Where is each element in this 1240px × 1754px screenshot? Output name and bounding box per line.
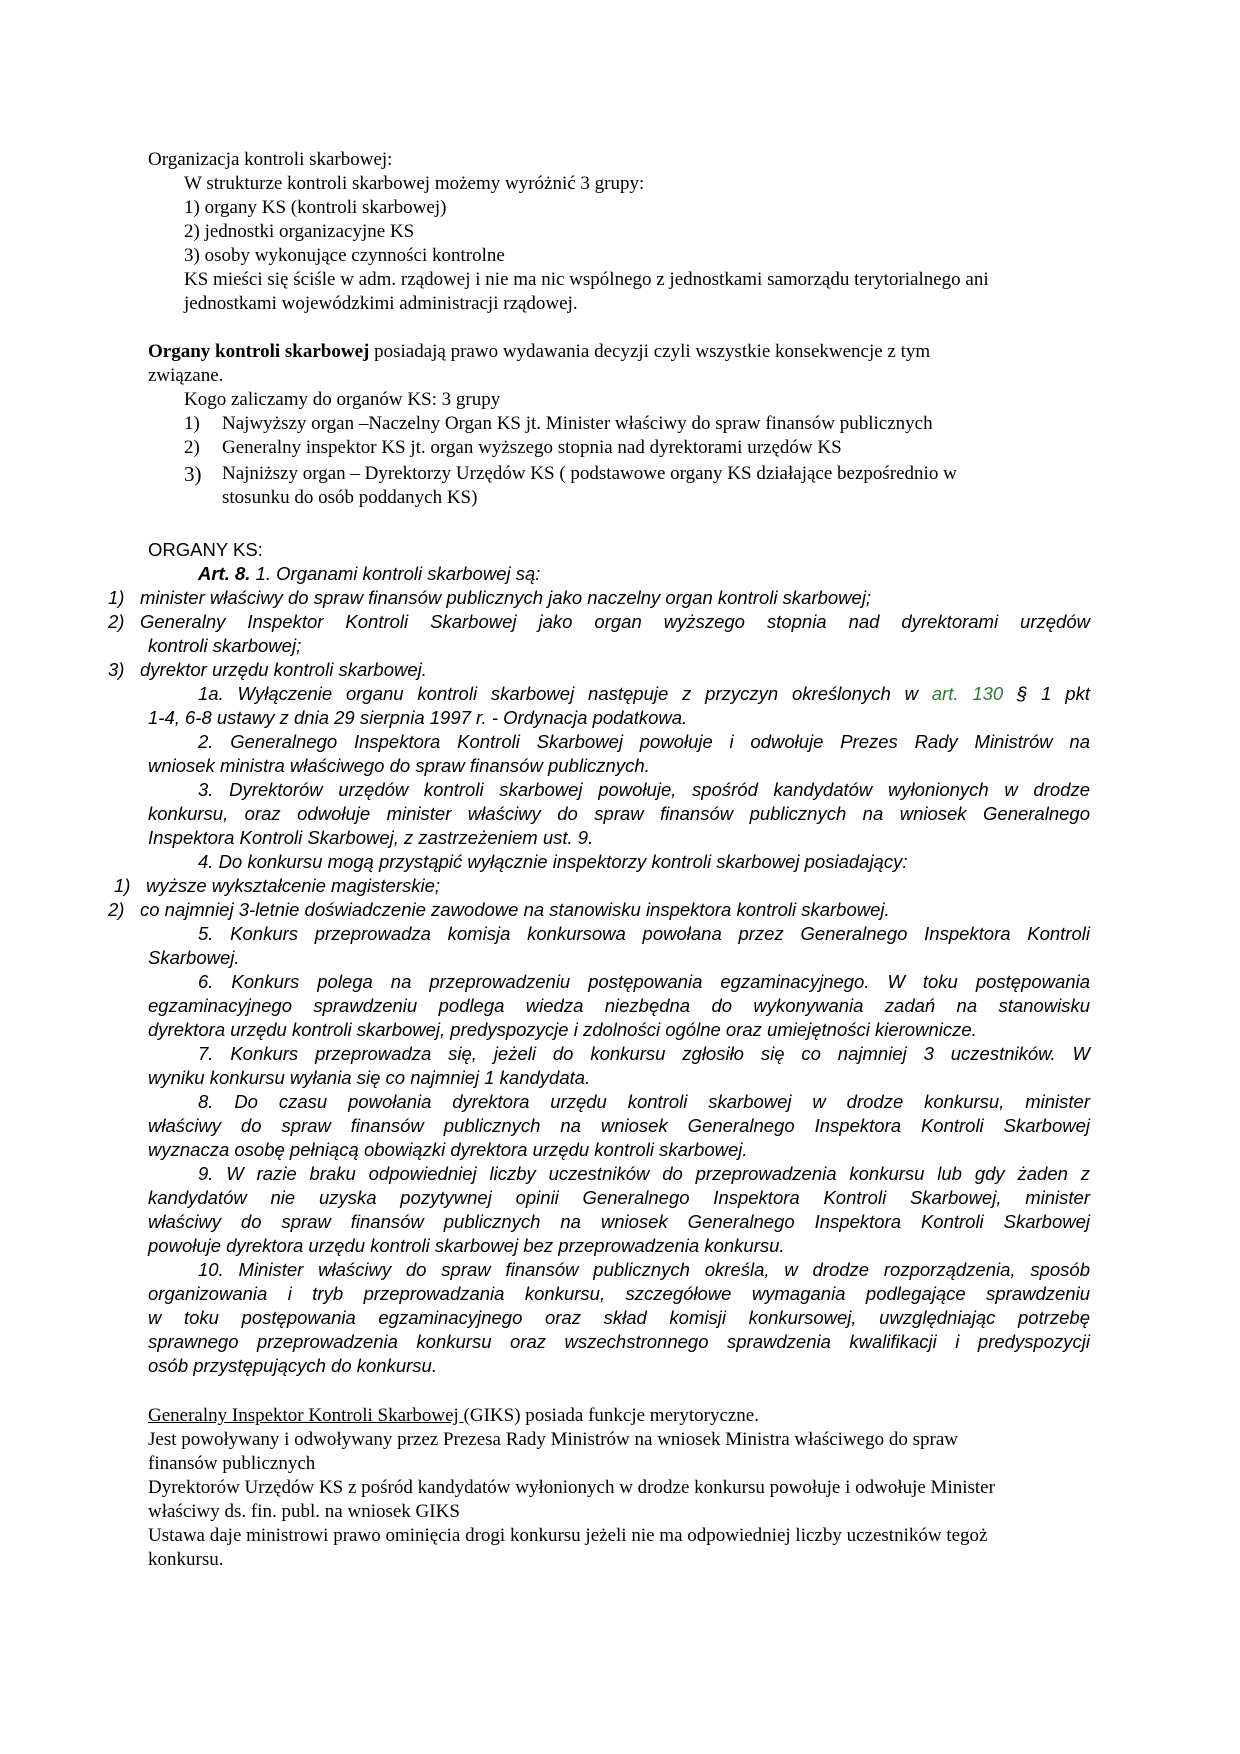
art-list1-item-1: minister właściwy do spraw finansów publicznych jako naczelny organ kontroli skarbowej;	[140, 587, 872, 608]
art-list2-num-1: 1)	[114, 875, 131, 896]
art-8-label: Art. 8.	[198, 563, 251, 584]
organy-list-num-1: 1)	[184, 413, 200, 434]
art-p5-line-2: Skarbowej.	[148, 947, 240, 968]
organy-rest-line-1: posiadają prawo wydawania decyzji czyli wszystkie konsekwencje z tym	[369, 341, 931, 362]
art-8-line	[198, 562, 540, 586]
art-p7-line-1: 7. Konkurs przeprowadza się, jeżeli do konkursu zgłosiło się co najmniej 3 uczestników. W	[198, 1043, 1090, 1064]
giks-line-5: właściwy ds. fin. publ. na wniosek GIKS	[148, 1501, 460, 1522]
org-item-1: 1) organy KS (kontroli skarbowej)	[184, 197, 447, 218]
org-intro: W strukturze kontroli skarbowej możemy wyróżnić 3 grupy:	[184, 173, 645, 194]
art-1a-post: § 1 pkt	[1003, 683, 1090, 704]
art-list1-num-2: 2)	[108, 611, 125, 632]
art-p10-line-2: organizowania i tryb przeprowadzania konkursu, szczegółowe wymagania podlegające sprawdzeniu	[148, 1283, 1090, 1304]
art-p2-line-1: 2. Generalnego Inspektora Kontroli Skarbowej powołuje i odwołuje Prezes Rady Ministrów na	[198, 731, 1090, 752]
art-p9-line-4: powołuje dyrektora urzędu kontroli skarbowej bez przeprowadzenia konkursu.	[148, 1235, 785, 1256]
org-note-line-2: jednostkami wojewódzkimi administracji rządowej.	[184, 293, 578, 314]
art-p8-line-1: 8. Do czasu powołania dyrektora urzędu kontroli skarbowej w drodze konkursu, minister	[198, 1091, 1090, 1112]
giks-rest: (GIKS) posiada funkcje merytoryczne.	[463, 1405, 759, 1426]
art-heading: ORGANY KS:	[148, 539, 263, 560]
art-1a-line-2: 1-4, 6-8 ustawy z dnia 29 sierpnia 1997 r. - Ordynacja podatkowa.	[148, 707, 688, 728]
giks-line-3: finansów publicznych	[148, 1453, 316, 1474]
art-list2-num-2: 2)	[108, 899, 125, 920]
art-130-link[interactable]: art. 130	[931, 683, 1004, 704]
organy-kogo: Kogo zaliczamy do organów KS: 3 grupy	[184, 389, 501, 410]
art-list2-item-1: wyższe wykształcenie magisterskie;	[146, 875, 441, 896]
organy-list-num-3: 3)	[184, 462, 202, 486]
organy-list-item-3: Najniższy organ – Dyrektorzy Urzędów KS ( podstawowe organy KS działające bezpośrednio w	[222, 463, 957, 484]
org-item-2: 2) jednostki organizacyjne KS	[184, 221, 415, 242]
giks-title-underlined: Generalny Inspektor Kontroli Skarbowej	[148, 1405, 464, 1426]
giks-line-7: konkursu.	[148, 1549, 224, 1570]
organy-paragraph-line-2: związane.	[148, 365, 224, 386]
art-list1-num-3: 3)	[108, 659, 125, 680]
organy-bold-term: Organy kontroli skarbowej	[148, 341, 370, 362]
art-p3-line-3: Inspektora Kontroli Skarbowej, z zastrzeżeniem ust. 9.	[148, 827, 594, 848]
art-list1-item-3: dyrektor urzędu kontroli skarbowej.	[140, 659, 427, 680]
art-list2-item-2: co najmniej 3-letnie doświadczenie zawodowe na stanowisku inspektora kontroli skarbowej.	[140, 899, 890, 920]
art-p8-line-3: wyznacza osobę pełniącą obowiązki dyrektora urzędu kontroli skarbowej.	[148, 1139, 748, 1160]
art-p9-line-3: właściwy do spraw finansów publicznych na wniosek Generalnego Inspektora Kontroli Skarbowej	[148, 1211, 1090, 1232]
art-p3-line-2: konkursu, oraz odwołuje minister właściwy do spraw finansów publicznych na wniosek Generalnego	[148, 803, 1090, 824]
giks-line-6: Ustawa daje ministrowi prawo ominięcia drogi konkursu jeżeli nie ma odpowiedniej liczby uczestników tegoż	[148, 1525, 988, 1546]
art-p7-line-2: wyniku konkursu wyłania się co najmniej 1 kandydata.	[148, 1067, 591, 1088]
org-item-3: 3) osoby wykonujące czynności kontrolne	[184, 245, 505, 266]
art-p10-line-3: w toku postępowania egzaminacyjnego oraz skład komisji konkursowej, uwzględniając potrzebę	[148, 1307, 1090, 1328]
art-p10-line-1: 10. Minister właściwy do spraw finansów publicznych określa, w drodze rozporządzenia, sposób	[198, 1259, 1090, 1280]
organy-list-num-2: 2)	[184, 437, 200, 458]
section-title-organizacja: Organizacja kontroli skarbowej:	[148, 149, 393, 170]
organy-list-item-3-cont: stosunku do osób poddanych KS)	[222, 487, 478, 508]
art-p9-line-1: 9. W razie braku odpowiedniej liczby uczestników do przeprowadzenia konkursu lub gdy żaden z	[198, 1163, 1090, 1184]
giks-line-4: Dyrektorów Urzędów KS z pośród kandydatów wyłonionych w drodze konkursu powołuje i odwołuje Minister	[148, 1477, 995, 1498]
org-note-line-1: KS mieści się ściśle w adm. rządowej i nie ma nic wspólnego z jednostkami samorządu terytorialnego ani	[184, 269, 989, 290]
art-p5-line-1: 5. Konkurs przeprowadza komisja konkursowa powołana przez Generalnego Inspektora Kontroli	[198, 923, 1090, 944]
art-list1-num-1: 1)	[108, 587, 125, 608]
art-p2-line-2: wniosek ministra właściwego do spraw finansów publicznych.	[148, 755, 650, 776]
art-list1-item-2: Generalny Inspektor Kontroli Skarbowej jako organ wyższego stopnia nad dyrektorami urzędów	[140, 611, 1090, 632]
organy-paragraph-line-1	[148, 340, 930, 364]
art-1a-line-1	[148, 682, 1090, 706]
art-list1-item-2-cont: kontroli skarbowej;	[148, 635, 302, 656]
art-p3-line-1: 3. Dyrektorów urzędów kontroli skarbowej powołuje, spośród kandydatów wyłonionych w drodze	[198, 779, 1090, 800]
organy-list-item-2: Generalny inspektor KS jt. organ wyższego stopnia nad dyrektorami urzędów KS	[222, 437, 842, 458]
giks-line-1	[148, 1404, 759, 1428]
art-1a-pre: 1a. Wyłączenie organu kontroli skarbowej następuje z przyczyn określonych w	[198, 683, 932, 704]
art-p10-line-4: sprawnego przeprowadzenia konkursu oraz wszechstronnego sprawdzenia kwalifikacji i predyspozycji	[148, 1331, 1090, 1352]
art-p9-line-2: kandydatów nie uzyska pozytywnej opinii Generalnego Inspektora Kontroli Skarbowej, minister	[148, 1187, 1090, 1208]
giks-line-2: Jest powoływany i odwoływany przez Prezesa Rady Ministrów na wniosek Ministra właściwego do spraw	[148, 1429, 958, 1450]
art-p6-line-1: 6. Konkurs polega na przeprowadzeniu postępowania egzaminacyjnego. W toku postępowania	[198, 971, 1090, 992]
art-8-p1: 1. Organami kontroli skarbowej są:	[250, 563, 541, 584]
art-p6-line-2: egzaminacyjnego sprawdzeniu podlega wiedza niezbędna do wykonywania zadań na stanowisku	[148, 995, 1090, 1016]
organy-list-item-1: Najwyższy organ –Naczelny Organ KS jt. Minister właściwy do spraw finansów publicznych	[222, 413, 933, 434]
art-p10-line-5: osób przystępujących do konkursu.	[148, 1355, 437, 1376]
art-p4: 4. Do konkursu mogą przystąpić wyłącznie inspektorzy kontroli skarbowej posiadający:	[198, 851, 908, 872]
art-p8-line-2: właściwy do spraw finansów publicznych na wniosek Generalnego Inspektora Kontroli Skarbowej	[148, 1115, 1090, 1136]
art-p6-line-3: dyrektora urzędu kontroli skarbowej, predyspozycje i zdolności ogólne oraz umiejętności kierownicze.	[148, 1019, 977, 1040]
